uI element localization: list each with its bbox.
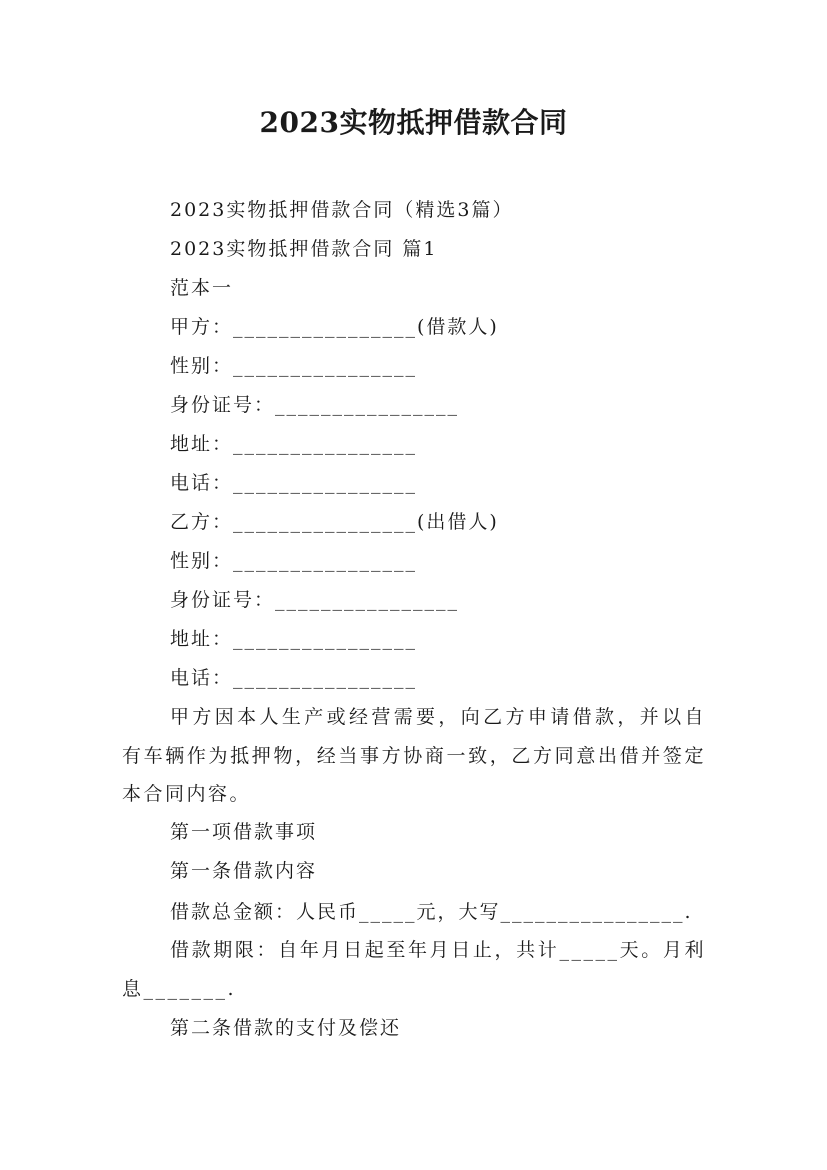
- section-heading: 2023实物抵押借款合同 篇1: [170, 238, 438, 260]
- party-b-phone-line: 电话：________________: [170, 667, 418, 689]
- loan-amount-line: 借款总金额：人民币_____元，大写________________.: [170, 901, 693, 923]
- party-b-id-line: 身份证号：________________: [170, 589, 460, 611]
- party-a-gender-line: 性别：________________: [170, 355, 418, 377]
- party-b-gender-line: 性别：________________: [170, 550, 418, 572]
- party-a-name-line: 甲方：________________(借款人): [170, 316, 499, 338]
- party-a-id-line: 身份证号：________________: [170, 394, 460, 416]
- item-one-heading: 第一项借款事项: [170, 821, 318, 843]
- loan-term-paragraph: 借款期限：自年月日起至年月日止，共计_____天。月利息_______.: [122, 939, 706, 1000]
- article-two-heading: 第二条借款的支付及偿还: [170, 1017, 402, 1039]
- party-b-address-line: 地址：________________: [170, 628, 418, 650]
- article-one-heading: 第一条借款内容: [170, 860, 318, 882]
- intro-paragraph: 甲方因本人生产或经营需要，向乙方申请借款，并以自有车辆作为抵押物，经当事方协商一致，乙方同意出借并签定本合同内容。: [122, 706, 706, 805]
- party-b-name-line: 乙方：________________(出借人): [170, 511, 499, 533]
- document-title: 2023实物抵押借款合同: [259, 106, 568, 139]
- party-a-address-line: 地址：________________: [170, 433, 418, 455]
- document-subtitle: 2023实物抵押借款合同（精选3篇）: [170, 199, 514, 221]
- template-label: 范本一: [170, 277, 234, 299]
- party-a-phone-line: 电话：________________: [170, 472, 418, 494]
